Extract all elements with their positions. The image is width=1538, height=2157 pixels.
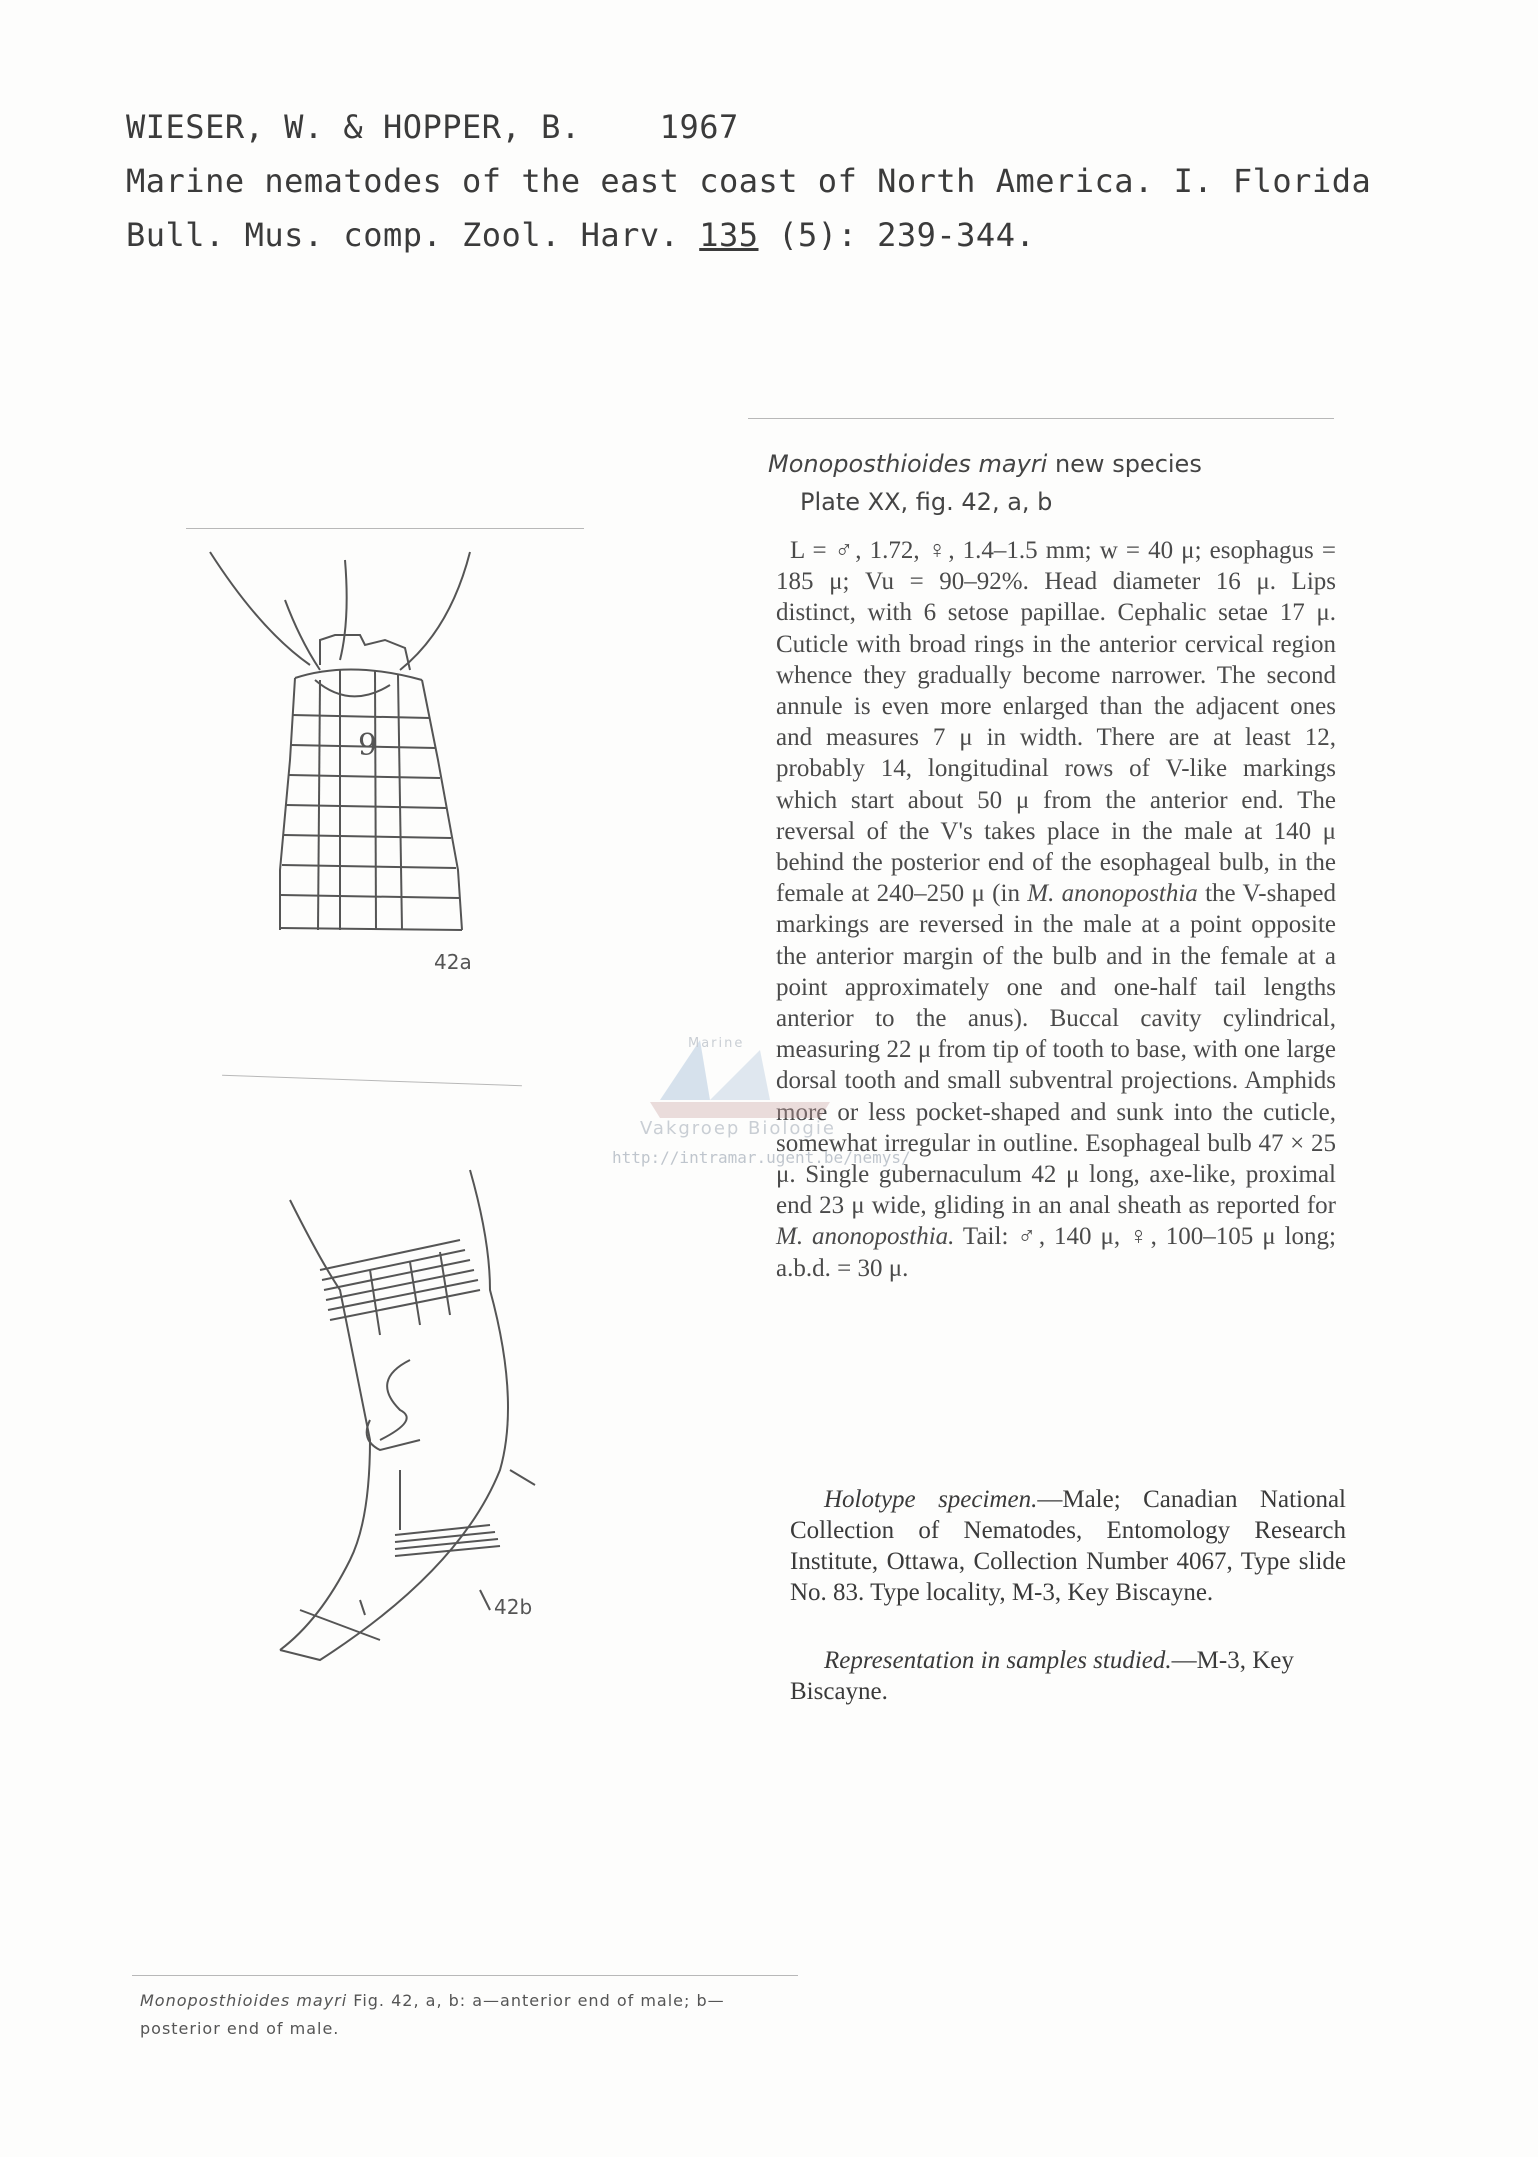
citation-journal-name: Bull. Mus. comp. Zool. Harv. xyxy=(126,216,700,254)
figure-42b-label: 42b xyxy=(494,1595,533,1619)
figure-a-top-rule xyxy=(186,528,584,529)
watermark-top-text: Marine xyxy=(688,1036,745,1051)
caption-rule xyxy=(132,1975,798,1976)
figure-42a-drawing xyxy=(200,540,560,980)
species-heading xyxy=(768,450,1202,478)
species-status: new species xyxy=(1054,450,1202,478)
citation-pages: (5): 239-344. xyxy=(758,216,1036,254)
figure-caption xyxy=(140,1987,800,2043)
holotype-paragraph xyxy=(790,1484,1346,1608)
figure-b-top-rule xyxy=(222,1075,522,1086)
figure-42a-label: 42a xyxy=(434,950,472,974)
species-description xyxy=(776,535,1336,1284)
citation-journal xyxy=(126,208,1506,262)
description-part-1: L = ♂, 1.72, ♀, 1.4–1.5 mm; w = 40 μ; esophagus = 185 μ; Vu = 90–92%. Head diameter 16 μ. Lips distinct, with 6 setose papillae. Cephalic setae 17 μ. Cuticle with broad rings in the anterior cervical region whence they gradually become narrower. The second annule is even more enlarged than the adjacent ones and measures 7 μ in width. There are at least 12, probably 14, longitudinal rows of V-like markings which start about 50 μ from the anterior end. The reversal of the V's takes place in the male at 140 μ behind the posterior end of the esophageal bulb, in the female at 240–250 μ (in xyxy=(776,537,1336,908)
watermark-url: http://intramar.ugent.be/nemys/ xyxy=(612,1148,911,1167)
citation-volume: 135 xyxy=(699,216,759,254)
representation-label: Representation in samples studied. xyxy=(824,1647,1172,1674)
description-species-ref-2: M. anonoposthia. xyxy=(776,1223,955,1251)
holotype-text: —Male; Canadian National Collection of Nematodes, Entomology Research Institute, Ottawa, Collection Number 4067, Type slide No. 83. Type locality, M-3, Key Biscayne. xyxy=(790,1486,1347,1606)
citation-authors-year: WIESER, W. & HOPPER, B. 1967 xyxy=(126,108,739,146)
species-name: Monoposthioides mayri xyxy=(768,450,1048,478)
description-species-ref-1: M. anonoposthia xyxy=(1027,880,1198,908)
description-part-3: Tail: ♂, 140 μ, ♀, 100–105 μ long; a.b.d. = 30 μ. xyxy=(776,1223,1336,1282)
watermark-name: Vakgroep Biologie xyxy=(640,1118,836,1139)
holotype-label: Holotype specimen. xyxy=(824,1486,1038,1513)
citation-header xyxy=(126,100,1506,262)
amphid-mark: 9 xyxy=(358,728,378,763)
figure-42b-drawing xyxy=(260,1140,590,1700)
caption-species: Monoposthioides mayri xyxy=(140,1991,348,2010)
plate-reference: Plate XX, fig. 42, a, b xyxy=(800,488,1053,516)
text-top-rule xyxy=(748,418,1334,419)
description-part-2: the V-shaped markings are reversed in the male at a point opposite the anterior margin of the bulb and in the female at a point approximately one and one-half tail lengths anterior to the anus). Buccal cavity cylindrical, measuring 22 μ from tip of tooth to base, with one large dorsal tooth and small subventral projections. Amphids more or less pocket-shaped and sunk into the cuticle, somewhat irregular in outline. Esophageal bulb 47 × 25 μ. Single gubernaculum 42 μ long, axe-like, proximal end 23 μ wide, gliding in an anal sheath as reported for xyxy=(776,880,1336,1220)
citation-title: Marine nematodes of the east coast of North America. I. Florida xyxy=(126,162,1372,200)
representation-paragraph xyxy=(790,1645,1346,1707)
representation-text: —M-3, Key Biscayne. xyxy=(790,1647,1294,1705)
caption-text: Fig. 42, a, b: a—anterior end of male; b—posterior end of male. xyxy=(140,1991,725,2038)
